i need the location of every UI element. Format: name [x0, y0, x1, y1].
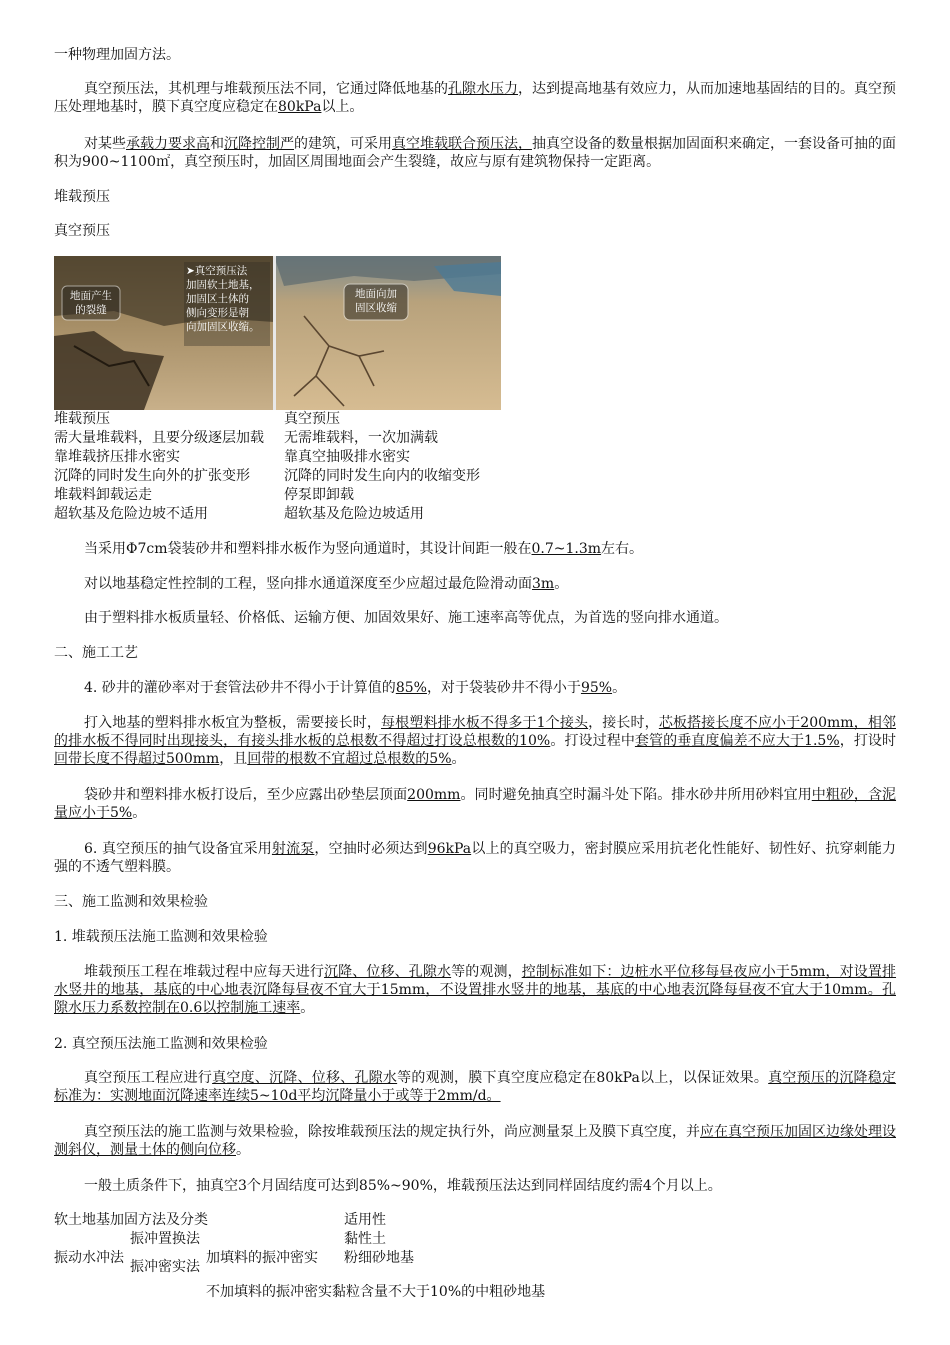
compare-cell: 堆载料卸载运走 — [54, 487, 152, 503]
compare-cell: 停泵即卸载 — [284, 487, 354, 503]
item4-paragraph: 4. 砂井的灌砂率对于套管法砂井不得小于计算值的85%，对于袋装砂井不得小于95%。 — [84, 680, 627, 696]
section3-title: 三、施工监测和效果检验 — [54, 894, 208, 910]
method-replace: 振冲置换法 — [130, 1231, 200, 1247]
sub2-paragraph-2: 真空预压法的施工监测与效果检验，除按堆载预压法的规定执行外，尚应测量泵上及膜下真空度，并应在真空预压加固区边缘处理设测斜仪，测量土体的侧向位移。 — [54, 1124, 896, 1158]
spacing-paragraph: 当采用Φ7cm袋装砂井和塑料排水板作为竖向通道时，其设计间距一般在0.7~1.3m左右。 — [84, 541, 644, 557]
compare-cell: 无需堆载料，一次加满载 — [284, 430, 438, 446]
photo-label-shrink: 地面向加 固区收缩 — [355, 288, 397, 314]
sub1-paragraph: 堆载预压工程在堆载过程中应每天进行沉降、位移、孔隙水等的观测，控制标准如下：边桩水平位移每昼夜应小于5mm，对设置排水竖井的地基，基底的中心地表沉降每昼夜不宜大于15mm，不设置排水竖井的地基，基底的中心地表沉降每昼夜不宜大于10mm。孔隙水压力系数控制在0.6以控制施工速率。 — [54, 964, 897, 1016]
method-nofill: 不加填料的振冲密实黏粒含量不大于10%的中粗砂地基 — [206, 1284, 546, 1300]
method-fill-dense: 加填料的振冲密实 — [206, 1250, 318, 1266]
method-vibro: 振动水冲法 — [54, 1250, 124, 1266]
comparison-photo — [54, 256, 501, 410]
method-table-header-fit: 适用性 — [344, 1212, 386, 1228]
compare-cell: 超软基及危险边坡不适用 — [54, 506, 208, 522]
label-surcharge: 堆载预压 — [54, 189, 110, 205]
method-replace-fit: 黏性土 — [344, 1231, 386, 1247]
consolidation-paragraph: 一般土质条件下，抽真空3个月固结度可达到85%~90%，堆载预压法达到同样固结度约需4个月以上。 — [84, 1178, 722, 1194]
vacuum-paragraph: 真空预压法，其机理与堆载预压法不同，它通过降低地基的孔隙水压力，达到提高地基有效应力，从而加速地基固结的目的。真空预压处理地基时，膜下真空度应稳定在80kPa以上。 — [54, 81, 896, 115]
photo-note-vacuum: ➤真空预压法 加固软土地基， 加固区土体的 侧向变形是朝 向加固区收缩。 — [186, 265, 260, 333]
compare-cell: 需大量堆载料，且要分级逐层加载 — [54, 430, 264, 446]
combined-preload-paragraph: 对某些承载力要求高和沉降控制严的建筑，可采用真空堆载联合预压法，抽真空设备的数量根据加固面积来确定，一套设备可抽的面积为900~1100㎡，真空预压时，加固区周围地面会产生裂缝，故应与原有建筑物保持一定距离。 — [54, 136, 896, 170]
compare-cell: 沉降的同时发生向外的扩张变形 — [54, 468, 250, 484]
compare-cell: 沉降的同时发生向内的收缩变形 — [284, 468, 480, 484]
depth-paragraph: 对以地基稳定性控制的工程，竖向排水通道深度至少应超过最危险滑动面3m。 — [84, 576, 569, 592]
compare-header-vacuum: 真空预压 — [284, 411, 340, 427]
photo-label-cracks: 地面产生 的裂缝 — [70, 290, 112, 316]
compare-cell: 靠真空抽吸排水密实 — [284, 449, 410, 465]
section2-title: 二、施工工艺 — [54, 645, 138, 661]
item6-paragraph: 6. 真空预压的抽气设备宜采用射流泵，空抽时必须达到96kPa以上的真空吸力，密封膜应采用抗老化性能好、韧性好、抗穿刺能力强的不透气塑料膜。 — [54, 841, 897, 875]
compare-header-surcharge: 堆载预压 — [54, 411, 110, 427]
compare-cell: 靠堆载挤压排水密实 — [54, 449, 180, 465]
sub2-paragraph-1: 真空预压工程应进行真空度、沉降、位移、孔隙水等的观测，膜下真空度应稳定在80kPa以上，以保证效果。真空预压的沉降稳定标准为：实测地面沉降速率连续5~10d平均沉降量小于或等于2mm/d。 — [54, 1070, 897, 1104]
method-table-header: 软土地基加固方法及分类 — [54, 1212, 208, 1228]
sub1-title: 1. 堆载预压法施工监测和效果检验 — [54, 929, 268, 945]
compare-cell: 超软基及危险边坡适用 — [284, 506, 424, 522]
method-fill-fit: 粉细砂地基 — [344, 1250, 414, 1266]
board-paragraph: 由于塑料排水板质量轻、价格低、运输方便、加固效果好、施工速率高等优点，为首选的竖向排水通道。 — [84, 610, 728, 626]
sand-paragraph: 袋砂井和塑料排水板打设后，至少应露出砂垫层顶面200mm。同时避免抽真空时漏斗处下陷。排水砂井所用砂料宜用中粗砂，含泥量应小于5%。 — [54, 787, 897, 821]
board-install-paragraph: 打入地基的塑料排水板宜为整板，需要接长时，每根塑料排水板不得多于1个接头，接长时，芯板搭接长度不应小于200mm，相邻的排水板不得同时出现接头，有接头排水板的总根数不得超过打设总根数的10%。打设过程中套管的垂直度偏差不应大于1.5%，打设时回带长度不得超过500mm，且回带的根数不宜超过总根数的5%。 — [54, 715, 897, 767]
label-vacuum: 真空预压 — [54, 223, 110, 239]
method-dense: 振冲密实法 — [130, 1259, 200, 1275]
intro-line: 一种物理加固方法。 — [54, 47, 180, 63]
sub2-title: 2. 真空预压法施工监测和效果检验 — [54, 1036, 268, 1052]
